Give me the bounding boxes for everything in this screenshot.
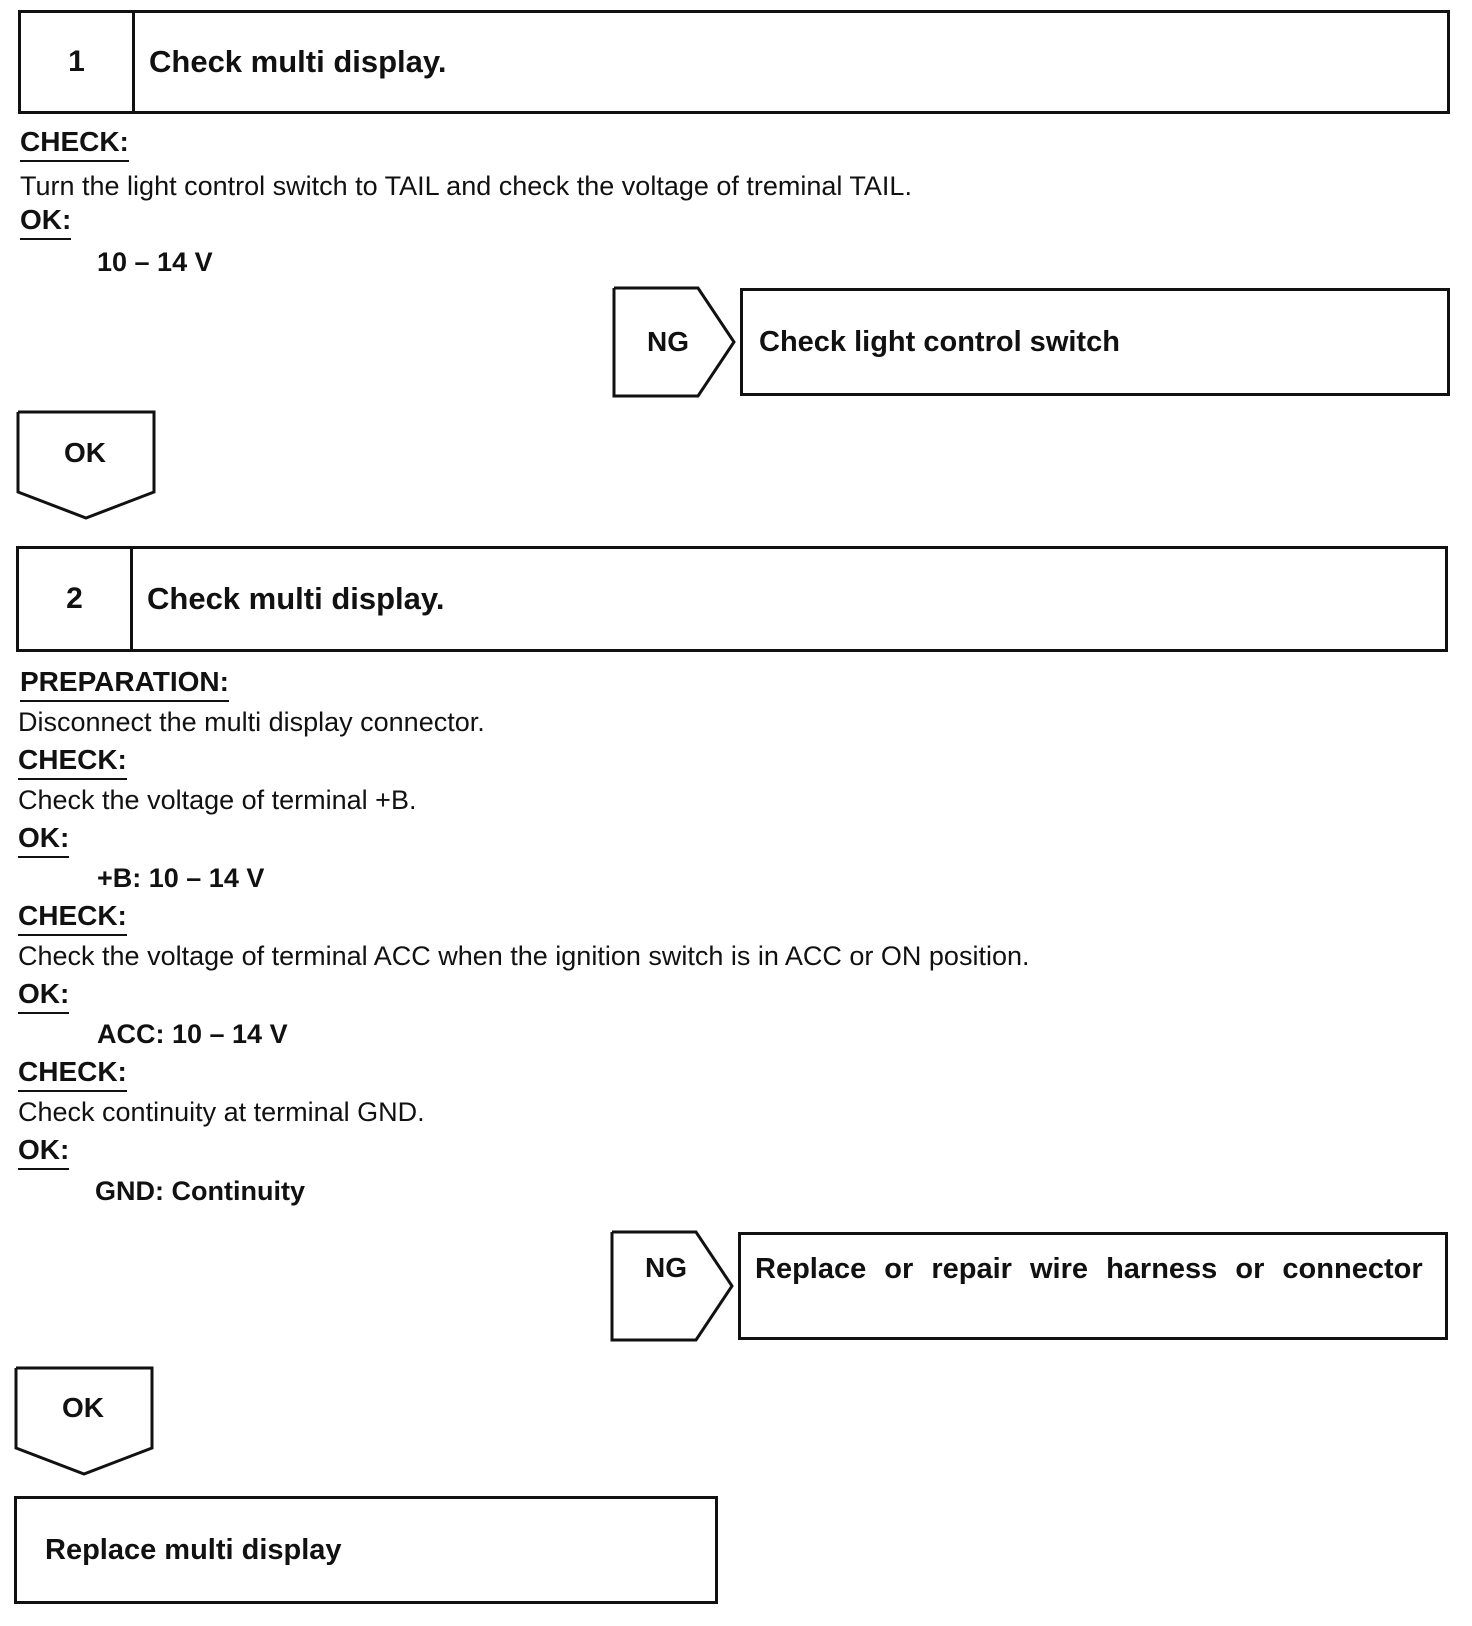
step2-check1-label: CHECK: — [18, 744, 127, 780]
final-result-box — [14, 1496, 718, 1604]
step2-ng-result: Replace or repair wire harness or connector — [755, 1253, 1423, 1285]
step2-prep-label: PREPARATION: — [20, 666, 229, 702]
step2-number: 2 — [19, 549, 133, 649]
step2-check2-text: Check the voltage of terminal ACC when the ignition switch is in ACC or ON position. — [18, 941, 1030, 971]
step1-ok-label: OK: — [20, 204, 71, 240]
step2-ok-tag: OK — [62, 1392, 104, 1423]
step1-ng-result: Check light control switch — [759, 325, 1120, 358]
step2-title: Check multi display. — [147, 581, 445, 616]
step2-header — [16, 546, 1448, 652]
step2-ok1-value: +B: 10 – 14 V — [97, 863, 265, 893]
step1-check-text: Turn the light control switch to TAIL and check the voltage of treminal TAIL. — [20, 171, 912, 201]
step2-prep-text: Disconnect the multi display connector. — [18, 707, 485, 737]
step1-check-label: CHECK: — [20, 126, 129, 162]
step1-header — [18, 10, 1450, 114]
step2-ok3-value: GND: Continuity — [95, 1176, 305, 1206]
step1-number: 1 — [21, 13, 135, 111]
step2-ok2-label: OK: — [18, 978, 69, 1014]
step1-ng-result-box — [740, 288, 1450, 396]
step2-check1-text: Check the voltage of terminal +B. — [18, 785, 417, 815]
step1-ok-tag: OK — [64, 437, 106, 468]
step2-ok2-value: ACC: 10 – 14 V — [97, 1019, 288, 1049]
step2-ng-tag: NG — [645, 1252, 687, 1283]
step2-ng-result-box — [738, 1232, 1448, 1340]
step2-ng-arrow — [612, 1232, 736, 1340]
step2-check2-label: CHECK: — [18, 900, 127, 936]
step1-title: Check multi display. — [149, 44, 447, 79]
step1-ng-tag: NG — [647, 326, 689, 357]
step2-check3-text: Check continuity at terminal GND. — [18, 1097, 425, 1127]
step2-ok3-label: OK: — [18, 1134, 69, 1170]
final-result: Replace multi display — [45, 1533, 342, 1566]
step2-ok1-label: OK: — [18, 822, 69, 858]
step2-check3-label: CHECK: — [18, 1056, 127, 1092]
step1-ok-value: 10 – 14 V — [97, 247, 213, 277]
